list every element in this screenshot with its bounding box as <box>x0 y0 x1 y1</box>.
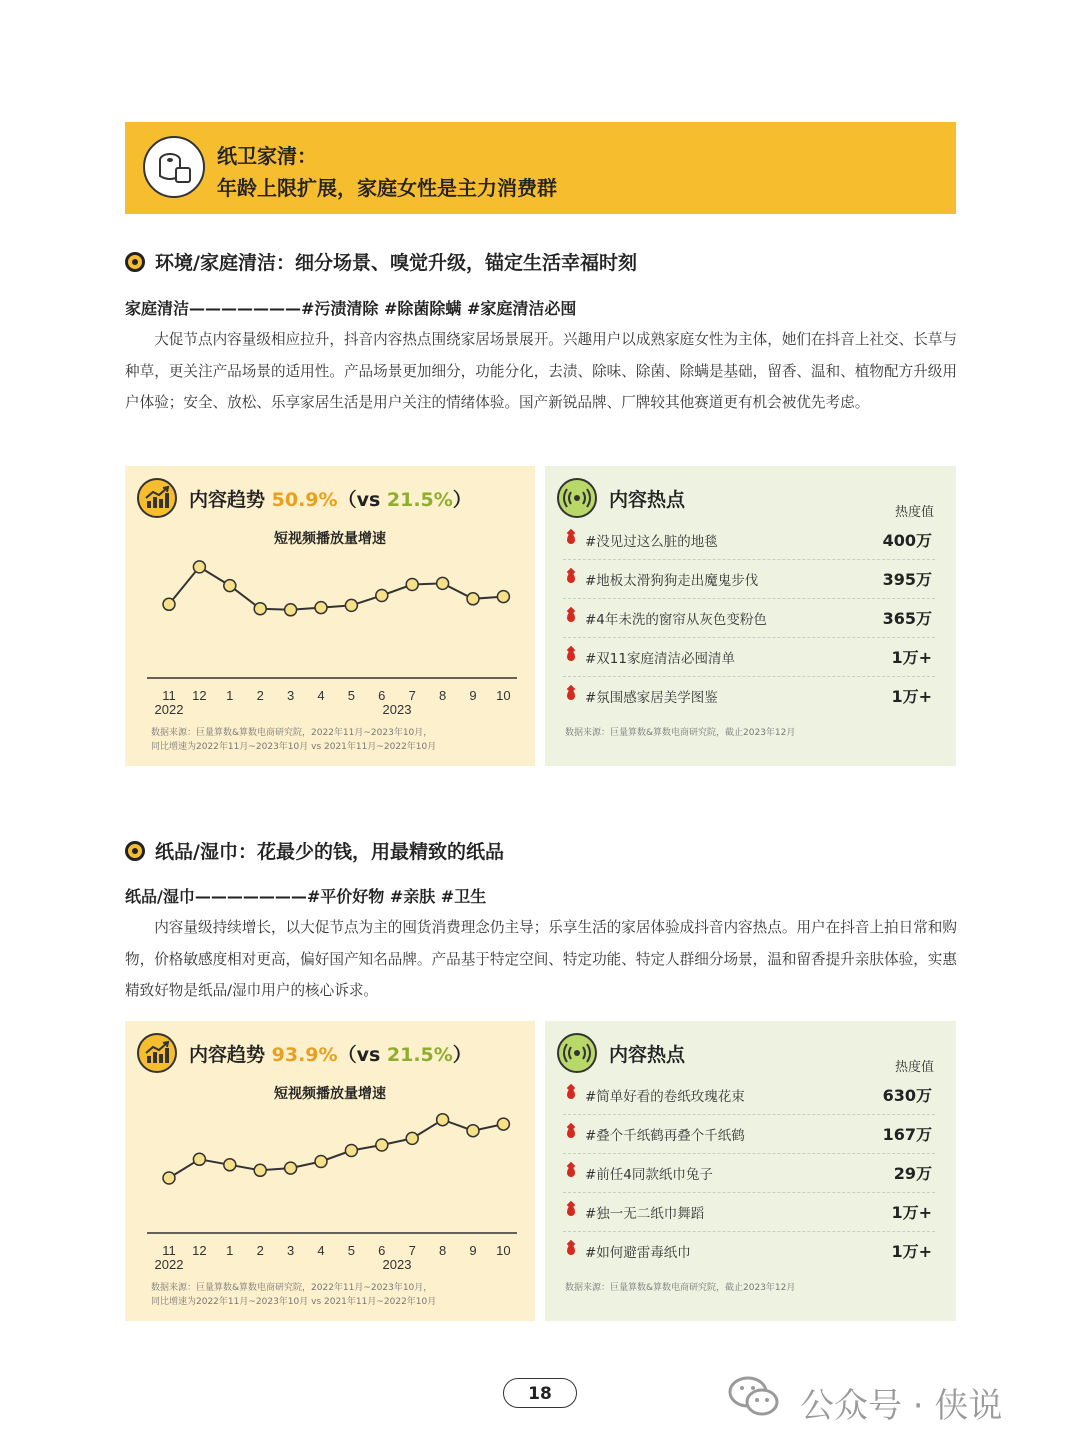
hot-value: 395万 <box>882 570 932 589</box>
data-point <box>345 599 357 611</box>
x-tick-label: 5 <box>347 1243 356 1258</box>
hot-topic: #前任4同款纸巾兔子 <box>585 1167 713 1183</box>
hot-topic: #独一无二纸巾舞蹈 <box>585 1206 705 1222</box>
trend-panel <box>125 466 535 766</box>
trend-growth: 50.9% <box>271 489 338 511</box>
trend-label: 内容趋势 <box>189 1044 266 1066</box>
hot-item <box>563 677 935 715</box>
hot-item <box>563 1076 935 1115</box>
x-tick-label: 1 <box>226 688 234 703</box>
data-point <box>497 1118 509 1130</box>
x-tick-label: 3 <box>286 688 295 703</box>
hot-item <box>563 1115 935 1154</box>
x-tick-label: 3 <box>286 1243 295 1258</box>
trend-source-1: 数据来源：巨量算数&算数电商研究院，2022年11月~2023年10月， <box>151 1283 433 1293</box>
data-point <box>285 604 297 616</box>
x-tick-label: 10 <box>496 688 511 703</box>
section-paragraph: 内容量级持续增长，以大促节点为主的囤货消费理念仍主导；乐享生活的家居体验成抖音内容热点。用户在抖音上拍日常和购物，价格敏感度相对更高，偏好国产知名品牌。产品基于特定空间、特定功能、特定人群细分场景，温和留香提升亲肤体验，实惠精致好物是纸品/湿巾用户的核心诉求。 <box>125 919 957 999</box>
hot-value: 1万+ <box>891 1203 932 1222</box>
hot-item <box>563 1154 935 1193</box>
hot-topic: #简单好看的卷纸玫瑰花束 <box>585 1089 745 1105</box>
fire-drop-icon <box>567 651 575 661</box>
hot-topic: #地板太滑狗狗走出魔鬼步伐 <box>585 573 759 589</box>
section-paragraph: 大促节点内容量级相应拉升，抖音内容热点围绕家居场景展开。兴趣用户以成熟家庭女性为主体，她们在抖音上社交、长草与种草，更关注产品场景的适用性。产品场景更加细分，功能分化，去渍、除味、除菌、除螨是基础，留香、温和、植物配方升级用户体验；安全、放松、乐享家居生活是用户关注的情绪体验。国产新锐品牌、厂牌较其他赛道更有机会被优先考虑。 <box>125 331 957 411</box>
data-point <box>376 1139 388 1151</box>
data-point <box>437 1114 449 1126</box>
trend-source-2: 同比增速为2022年11月~2023年10月 vs 2021年11月~2022年10月 <box>151 742 437 752</box>
data-point <box>163 598 175 610</box>
hot-panel <box>545 466 956 766</box>
broadcast-signal-icon <box>557 1033 597 1073</box>
chart-title: 短视频播放量增速 <box>274 1086 386 1102</box>
data-point <box>315 1156 327 1168</box>
hot-title: 内容热点 <box>609 489 686 511</box>
x-tick-label: 7 <box>408 688 416 703</box>
hot-item <box>563 1232 935 1270</box>
toilet-paper-icon <box>143 136 205 198</box>
data-point <box>406 1132 418 1144</box>
data-point <box>497 591 509 603</box>
data-point <box>193 561 205 573</box>
trend-source-1: 数据来源：巨量算数&算数电商研究院，2022年11月~2023年10月， <box>151 728 433 738</box>
hot-item <box>563 638 935 677</box>
x-tick-label: 1 <box>226 1243 234 1258</box>
trend-panel <box>125 1021 535 1321</box>
x-tick-label: 7 <box>408 1243 416 1258</box>
banner-title: 纸卫家清： <box>217 144 317 168</box>
fire-drop-icon <box>567 534 575 544</box>
hot-value: 630万 <box>882 1086 932 1105</box>
data-point <box>254 1164 266 1176</box>
data-point <box>315 602 327 614</box>
x-tick-label: 11 <box>162 1243 176 1258</box>
year-label: 2022 <box>154 1257 184 1272</box>
trend-baseline: 21.5% <box>386 1044 453 1066</box>
x-tick-label: 8 <box>438 1243 447 1258</box>
x-tick-label: 5 <box>347 688 356 703</box>
trend-growth: 93.9% <box>271 1044 338 1066</box>
hot-item <box>563 521 935 560</box>
data-point <box>467 1125 479 1137</box>
hot-value: 167万 <box>882 1125 932 1144</box>
x-tick-label: 4 <box>317 688 325 703</box>
trend-source-2: 同比增速为2022年11月~2023年10月 vs 2021年11月~2022年10月 <box>151 1297 437 1307</box>
trend-vs-close: ） <box>452 489 472 511</box>
data-point <box>193 1153 205 1165</box>
data-point <box>345 1145 357 1157</box>
x-tick-label: 6 <box>378 688 386 703</box>
trend-vs-close: ） <box>452 1044 472 1066</box>
x-tick-label: 2 <box>256 1243 264 1258</box>
fire-drop-icon <box>567 1245 575 1255</box>
fire-drop-icon <box>567 1167 575 1177</box>
target-bullet-icon <box>125 252 145 272</box>
page-number: 18 <box>503 1378 577 1408</box>
fire-drop-icon <box>567 573 575 583</box>
trend-vs-open: （vs <box>337 1044 387 1066</box>
data-point <box>406 579 418 591</box>
hot-source: 数据来源：巨量算数&算数电商研究院，截止2023年12月 <box>565 1283 796 1293</box>
fire-drop-icon <box>567 1128 575 1138</box>
chart-title: 短视频播放量增速 <box>274 531 386 547</box>
fire-drop-icon <box>567 690 575 700</box>
line-chart <box>125 1021 535 1321</box>
fire-drop-icon <box>567 1089 575 1099</box>
data-point <box>224 1159 236 1171</box>
x-tick-label: 10 <box>496 1243 511 1258</box>
broadcast-signal-icon <box>557 478 597 518</box>
line-chart <box>125 466 535 766</box>
section-tagline: 纸品/湿巾———————#平价好物 #亲肤 #卫生 <box>125 887 487 906</box>
data-point <box>467 593 479 605</box>
year-label: 2023 <box>382 1257 412 1272</box>
trend-vs-open: （vs <box>337 489 387 511</box>
series-line <box>169 1120 503 1178</box>
hot-topic: #氛围感家居美学图鉴 <box>585 690 718 706</box>
hot-topic: #双11家庭清洁必囤清单 <box>585 651 735 667</box>
hot-item <box>563 1193 935 1232</box>
x-tick-label: 12 <box>192 688 207 703</box>
section-title <box>125 837 504 864</box>
x-tick-label: 11 <box>162 688 176 703</box>
hot-item <box>563 599 935 638</box>
data-point <box>376 590 388 602</box>
x-tick-label: 4 <box>317 1243 325 1258</box>
fire-drop-icon <box>567 612 575 622</box>
data-point <box>437 577 449 589</box>
hot-topic: #没见过这么脏的地毯 <box>585 534 718 550</box>
x-tick-label: 9 <box>469 1243 477 1258</box>
hot-value: 29万 <box>893 1164 932 1183</box>
hot-value: 1万+ <box>891 687 932 706</box>
year-label: 2022 <box>154 702 184 717</box>
hot-value: 1万+ <box>891 648 932 667</box>
hot-value: 400万 <box>882 531 932 550</box>
series-line <box>169 567 503 610</box>
header-banner <box>125 122 956 214</box>
hot-topic: #叠个千纸鹤再叠个千纸鹤 <box>585 1128 745 1144</box>
year-label: 2023 <box>382 702 412 717</box>
heat-value-header: 热度值 <box>894 1060 934 1075</box>
data-point <box>285 1162 297 1174</box>
hot-source: 数据来源：巨量算数&算数电商研究院，截止2023年12月 <box>565 728 796 738</box>
hot-panel <box>545 1021 956 1321</box>
data-point <box>254 603 266 615</box>
data-point <box>163 1172 175 1184</box>
x-tick-label: 2 <box>256 688 264 703</box>
x-tick-label: 12 <box>192 1243 207 1258</box>
section-title-text: 纸品/湿巾：花最少的钱，用最精致的纸品 <box>155 841 504 863</box>
hot-value: 1万+ <box>891 1242 932 1261</box>
data-point <box>224 580 236 592</box>
hot-title: 内容热点 <box>609 1044 686 1066</box>
wechat-icon <box>726 1374 782 1418</box>
hot-topic: #4年未洗的窗帘从灰色变粉色 <box>585 612 767 628</box>
trend-label: 内容趋势 <box>189 489 266 511</box>
x-tick-label: 8 <box>438 688 447 703</box>
hot-item <box>563 560 935 599</box>
section-tagline: 家庭清洁———————#污渍清除 #除菌除螨 #家庭清洁必囤 <box>125 299 577 318</box>
trend-baseline: 21.5% <box>386 489 453 511</box>
watermark: 公众号 · 侠说 <box>800 1386 1003 1426</box>
banner-subtitle: 年龄上限扩展，家庭女性是主力消费群 <box>217 176 557 200</box>
section-title <box>125 248 637 275</box>
x-tick-label: 6 <box>378 1243 386 1258</box>
fire-drop-icon <box>567 1206 575 1216</box>
hot-topic: #如何避雷毒纸巾 <box>585 1245 691 1261</box>
section-title-text: 环境/家庭清洁：细分场景、嗅觉升级，锚定生活幸福时刻 <box>155 252 637 274</box>
x-tick-label: 9 <box>469 688 477 703</box>
heat-value-header: 热度值 <box>894 505 934 520</box>
target-bullet-icon <box>125 841 145 861</box>
hot-value: 365万 <box>882 609 932 628</box>
